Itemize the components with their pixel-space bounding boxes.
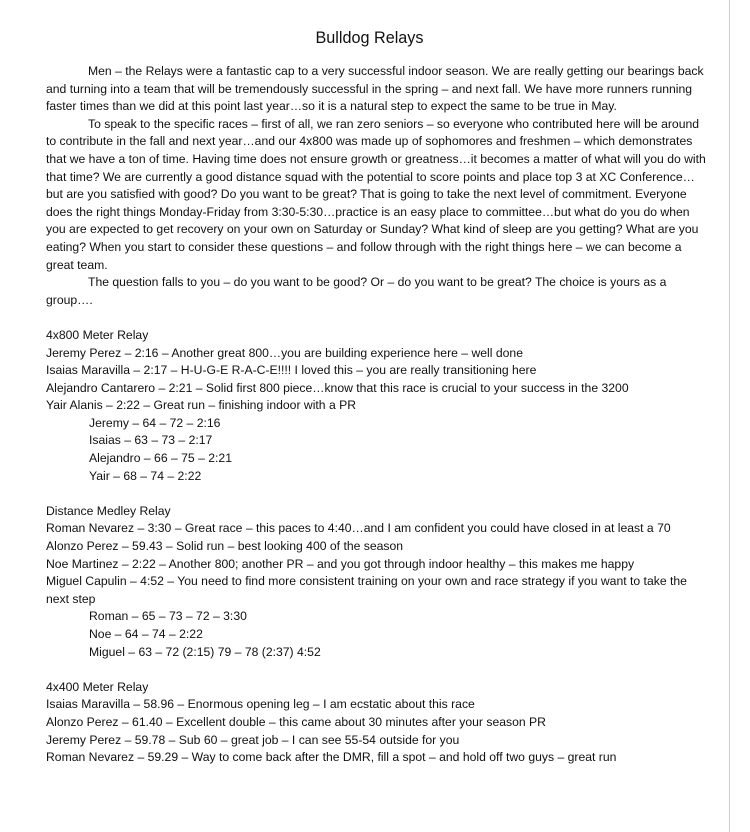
athlete-entry: Isaias Maravilla – 58.96 – Enormous opening leg – I am ecstatic about this race (46, 697, 475, 712)
split-line: Alejandro – 66 – 75 – 2:21 (89, 451, 232, 466)
athlete-entry: Alejandro Cantarero – 2:21 – Solid first 800 piece…know that this race is crucial to your success in the 3200 (46, 380, 629, 395)
intro-paragraph: Men – the Relays were a fantastic cap to a very successful indoor season. We are really getting our bearings back and turning into a team that will be tremendously successful in the spring – and next fall. We have more runners running faster times than we did at this point last year…so it is a natural step to expect the same to be true in May. (46, 64, 704, 114)
athlete-entry: Roman Nevarez – 3:30 – Great race – this paces to 4:40…and I am confident you could have closed in at least a 70 (46, 521, 671, 536)
section-heading: Distance Medley Relay (46, 503, 171, 518)
section-heading: 4x800 Meter Relay (46, 327, 149, 342)
split-line: Miguel – 63 – 72 (2:15) 79 – 78 (2:37) 4:52 (89, 644, 321, 659)
athlete-entry: Jeremy Perez – 2:16 – Another great 800…you are building experience here – well done (46, 345, 523, 360)
intro-paragraph: To speak to the specific races – first of all, we ran zero seniors – so everyone who contributed here will be around to contribute in the fall and next year…and our 4x800 was made up of sophomores and freshmen – which demonstrates that we have a ton of time. Having time does not ensure growth or greatness…it becomes a matter of what will you do with that time? We are currently a good distance squad with the potential to score points and place top 3 at XC Conference…but are you satisfied with good? Do you want to be great? That is going to take the next level of commitment. Everyone does the right things Monday-Friday from 3:30-5:30…practice is an easy place to committee…but what do you do when you are expected to get recovery on your own on Saturday or Sunday? What kind of sleep are you getting? What are you eating? When you start to consider these questions – and follow through with the right things here – we can become a great team. (46, 116, 706, 272)
split-line: Roman – 65 – 73 – 72 – 3:30 (89, 609, 247, 624)
intro-paragraph: The question falls to you – do you want to be good? Or – do you want to be great? The choice is yours as a group…. (46, 275, 667, 307)
spacer (46, 309, 711, 327)
athlete-entry: Alonzo Perez – 61.40 – Excellent double – this came about 30 minutes after your season PR (46, 714, 546, 729)
section-4x400 (46, 679, 711, 767)
section-dmr (46, 503, 711, 661)
athlete-entry: Roman Nevarez – 59.29 – Way to come back after the DMR, fill a spot – and hold off two guys – great run (46, 750, 617, 765)
split-line: Jeremy – 64 – 72 – 2:16 (89, 415, 221, 430)
athlete-entry: Alonzo Perez – 59.43 – Solid run – best looking 400 of the season (46, 539, 404, 554)
athlete-entry: Miguel Capulin – 4:52 – You need to find more consistent training on your own and race strategy if you want to take the next step (46, 574, 687, 606)
split-line: Yair – 68 – 74 – 2:22 (89, 468, 202, 483)
section-heading: 4x400 Meter Relay (46, 679, 149, 694)
spacer (46, 661, 711, 679)
athlete-entry: Noe Martinez – 2:22 – Another 800; another PR – and you got through indoor healthy – this makes me happy (46, 556, 635, 571)
spacer (46, 485, 711, 503)
split-line: Isaias – 63 – 73 – 2:17 (89, 433, 213, 448)
section-4x800 (46, 327, 711, 485)
athlete-entry: Yair Alanis – 2:22 – Great run – finishing indoor with a PR (46, 398, 357, 413)
document-title: Bulldog Relays (315, 29, 424, 47)
athlete-entry: Isaias Maravilla – 2:17 – H-U-G-E R-A-C-E!!!! I loved this – you are really transitioning here (46, 363, 537, 378)
split-line: Noe – 64 – 74 – 2:22 (89, 627, 203, 641)
athlete-entry: Jeremy Perez – 59.78 – Sub 60 – great job – I can see 55-54 outside for you (46, 732, 460, 747)
